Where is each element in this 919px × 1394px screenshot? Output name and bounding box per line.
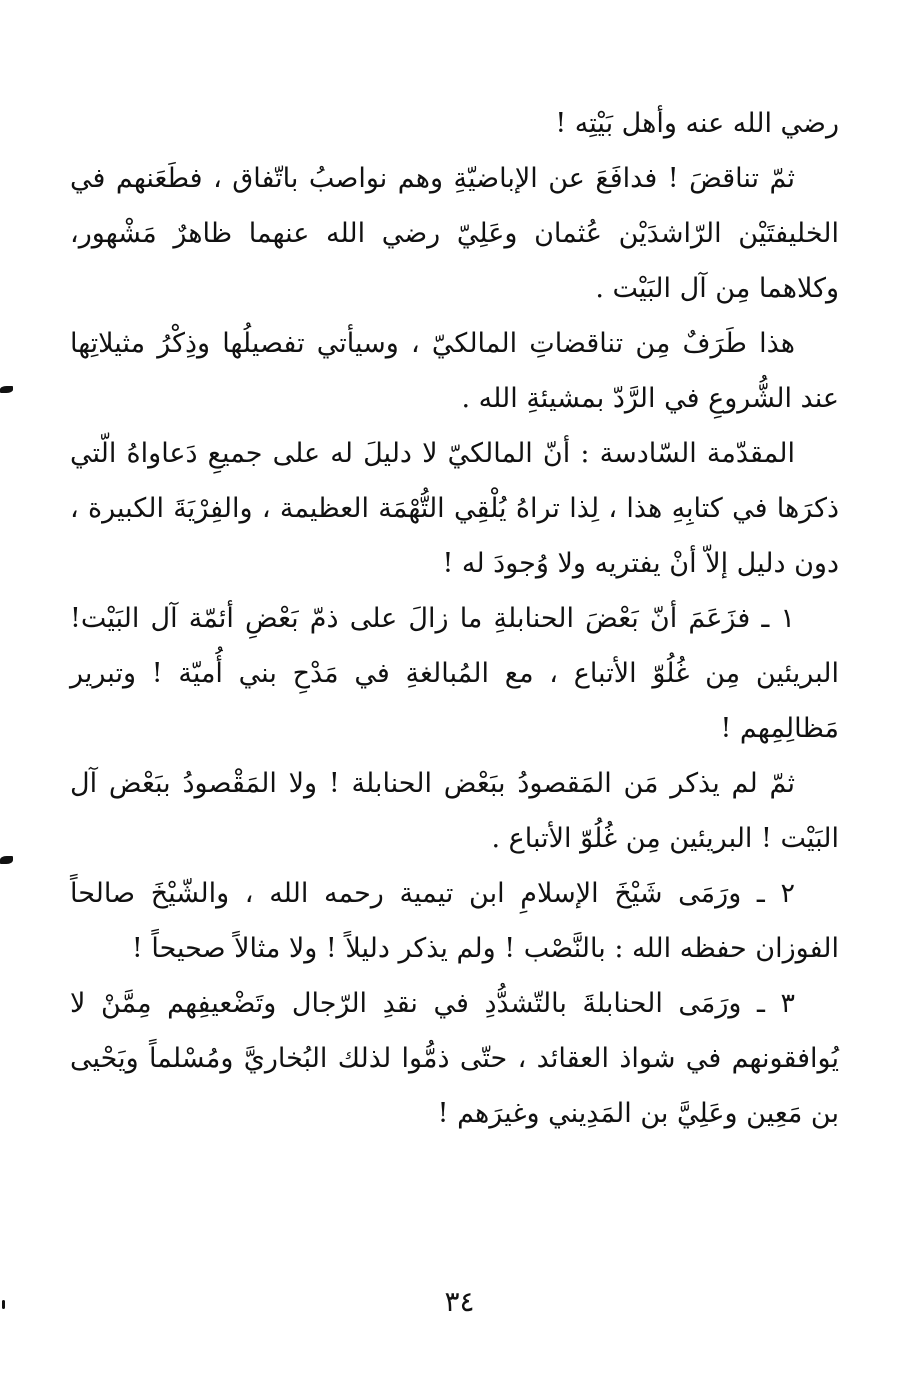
paragraph-4: المقدّمة السّادسة : أنّ المالكيّ لا دليلَ له على جميعِ دَعاواهُ الّتي ذكرَها في كتابِهِ هذا ، لِذا تراهُ يُلْقِي التُّهْمَة العظيمة ، والفِرْيَةَ الكبيرة ، دون دليل إلاّ أنْ يفتريه ولا وُجودَ له ! (70, 438, 839, 579)
paragraph-1: رضي الله عنه وأهل بَيْتِه ! (555, 108, 839, 139)
paragraph-7: ٢ ـ ورَمَى شَيْخَ الإسلامِ ابن تيمية رحمه الله ، والشّيْخَ صالحاً الفوزان حفظه الله : بالنَّصْب ! ولم يذكر دليلاً ! ولا مثالاً صحيحاً ! (70, 878, 839, 964)
body-text (70, 96, 839, 1141)
scan-speck (0, 386, 13, 393)
paragraph-5: ١ ـ فزَعَمَ أنّ بَعْضَ الحنابلةِ ما زالَ على ذمّ بَعْضِ أئمّة آل البَيْت! البريئين مِن غُلُوّ الأتباع ، مع المُبالغةِ في مَدْحِ بني أُميّة ! وتبرير مَظالِمِهم ! (70, 603, 839, 744)
page-number: ٣٤ (444, 1285, 475, 1318)
paragraph-6: ثمّ لم يذكر مَن المَقصودُ ببَعْض الحنابلة ! ولا المَقْصودُ ببَعْض آل البَيْت ! البريئين مِن غُلُوّ الأتباع . (70, 768, 839, 854)
scan-speck (0, 856, 13, 864)
paragraph-2: ثمّ تناقضَ ! فدافَعَ عن الإباضيّةِ وهم نواصبُ باتّفاق ، فطَعَنهم في الخليفتَيْن الرّاشدَيْن عُثمان وعَلِيّ رضي الله عنهما ظاهرٌ مَشْهور، وكلاهما مِن آل البَيْت . (70, 163, 839, 304)
paragraph-3: هذا طَرَفٌ مِن تناقضاتِ المالكيّ ، وسيأتي تفصيلُها وذِكْرُ مثيلاتِها عند الشُّروعِ في الرَّدّ بمشيئةِ الله . (70, 328, 839, 414)
scan-speck (2, 1300, 5, 1309)
paragraph-8: ٣ ـ ورَمَى الحنابلةَ بالتّشدُّدِ في نقدِ الرّجال وتَضْعيفِهم مِمَّنْ لا يُوافقونهم في شواذ العقائد ، حتّى ذمُّوا لذلك البُخاريَّ ومُسْلماً ويَحْيى بن مَعِين وعَلِيَّ بن المَدِيني وغيرَهم ! (70, 988, 839, 1129)
